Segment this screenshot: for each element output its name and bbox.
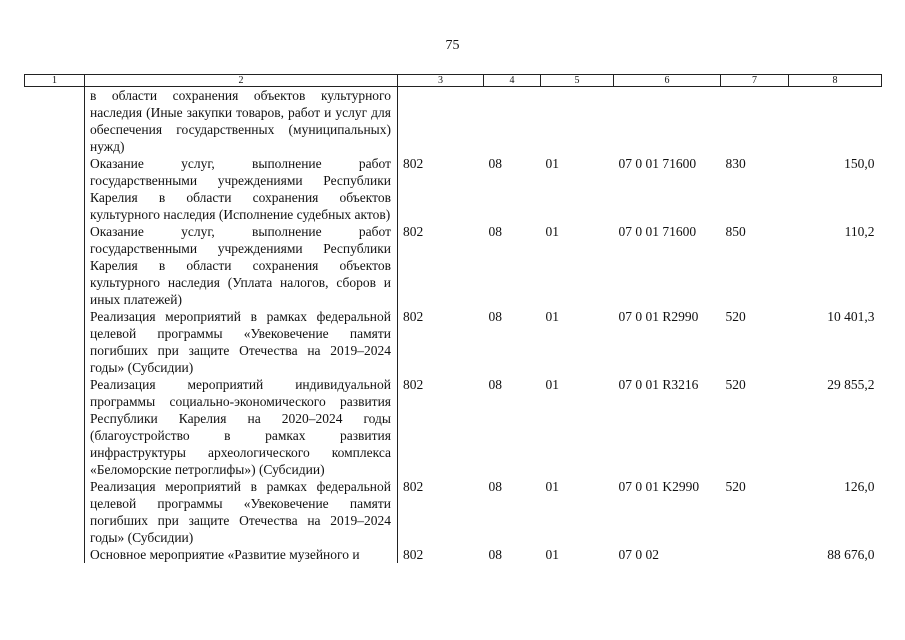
subsection-code-cell — [541, 87, 614, 156]
column-header: 5 — [541, 75, 614, 87]
column-header: 4 — [484, 75, 541, 87]
section-code-cell: 08 — [488, 377, 502, 392]
column-header: 1 — [25, 75, 85, 87]
ministry-code-cell: 802 — [403, 224, 424, 239]
subsection-code-cell: 01 — [545, 547, 559, 562]
description-cell: Реализация мероприятий в рамках федеральной целевой программы «Увековечение памяти погибших при защите Отечества на 2019–2024 годы» (Субсидии) — [85, 308, 398, 376]
amount-cell: 150,0 — [844, 156, 875, 171]
page-number: 75 — [445, 38, 460, 53]
row-index-cell — [25, 376, 85, 478]
table-row — [25, 223, 882, 308]
column-header: 8 — [789, 75, 882, 87]
description-cell: Оказание услуг, выполнение работ государственными учреждениями Республики Карелия в области сохранения объектов культурного наследия (Уплата налогов, сборов и иных платежей) — [85, 223, 398, 308]
amount-cell: 10 401,3 — [827, 309, 875, 324]
table-row — [25, 376, 882, 478]
subsection-code-cell: 01 — [545, 479, 559, 494]
target-item-cell: 07 0 01 R2990 — [618, 309, 699, 324]
expense-type-cell: 830 — [725, 156, 746, 171]
target-item-cell: 07 0 01 71600 — [618, 224, 697, 239]
target-item-cell: 07 0 02 — [618, 547, 659, 562]
description-cell: Оказание услуг, выполнение работ государственными учреждениями Республики Карелия в области сохранения объектов культурного наследия (Исполнение судебных актов) — [85, 155, 398, 223]
description-cell: Основное мероприятие «Развитие музейного и — [85, 546, 398, 563]
column-header: 2 — [85, 75, 398, 87]
row-index-cell — [25, 546, 85, 563]
section-code-cell: 08 — [488, 156, 502, 171]
ministry-code-cell: 802 — [403, 309, 424, 324]
row-index-cell — [25, 223, 85, 308]
row-index-cell — [25, 478, 85, 546]
table-row — [25, 155, 882, 223]
table-header — [25, 75, 882, 87]
description-cell: Реализация мероприятий в рамках федеральной целевой программы «Увековечение памяти погибших при защите Отечества на 2019–2024 годы» (Субсидии) — [85, 478, 398, 546]
amount-cell — [789, 87, 882, 156]
row-index-cell — [25, 87, 85, 156]
table-row — [25, 546, 882, 563]
column-header: 6 — [614, 75, 721, 87]
description-cell: в области сохранения объектов культурного наследия (Иные закупки товаров, работ и услуг для обеспечения государственных (муниципальных) нужд) — [85, 87, 398, 156]
ministry-code-cell: 802 — [403, 547, 424, 562]
column-header: 7 — [721, 75, 789, 87]
target-item-cell: 07 0 01 R3216 — [618, 377, 699, 392]
amount-cell: 29 855,2 — [827, 377, 875, 392]
section-code-cell: 08 — [488, 547, 502, 562]
expense-type-cell: 520 — [725, 479, 746, 494]
ministry-code-cell: 802 — [403, 156, 424, 171]
expense-type-cell — [721, 87, 789, 156]
description-cell: Реализация мероприятий индивидуальной программы социально-экономического развития Республики Карелия на 2020–2024 годы (благоустройство в рамках развития инфраструктуры археологического комплекса «Беломорские петроглифы») (Субсидии) — [85, 376, 398, 478]
target-item-cell: 07 0 01 K2990 — [618, 479, 700, 494]
section-code-cell: 08 — [488, 224, 502, 239]
table-body — [25, 87, 882, 564]
subsection-code-cell: 01 — [545, 224, 559, 239]
header-row — [25, 75, 882, 87]
ministry-code-cell: 802 — [403, 377, 424, 392]
budget-table — [24, 74, 882, 563]
ministry-code-cell: 802 — [403, 479, 424, 494]
table-row — [25, 308, 882, 376]
section-code-cell — [484, 87, 541, 156]
amount-cell: 88 676,0 — [827, 547, 875, 562]
section-code-cell: 08 — [488, 309, 502, 324]
column-header: 3 — [398, 75, 484, 87]
table-row — [25, 87, 882, 156]
subsection-code-cell: 01 — [545, 309, 559, 324]
row-index-cell — [25, 155, 85, 223]
target-item-cell: 07 0 01 71600 — [618, 156, 697, 171]
subsection-code-cell: 01 — [545, 377, 559, 392]
ministry-code-cell — [398, 87, 484, 156]
budget-table-container — [24, 74, 881, 563]
target-item-cell — [614, 87, 721, 156]
row-index-cell — [25, 308, 85, 376]
table-row — [25, 478, 882, 546]
amount-cell: 110,2 — [844, 224, 875, 239]
expense-type-cell: 850 — [725, 224, 746, 239]
section-code-cell: 08 — [488, 479, 502, 494]
expense-type-cell: 520 — [725, 377, 746, 392]
amount-cell: 126,0 — [844, 479, 875, 494]
expense-type-cell — [721, 546, 789, 563]
subsection-code-cell: 01 — [545, 156, 559, 171]
expense-type-cell: 520 — [725, 309, 746, 324]
